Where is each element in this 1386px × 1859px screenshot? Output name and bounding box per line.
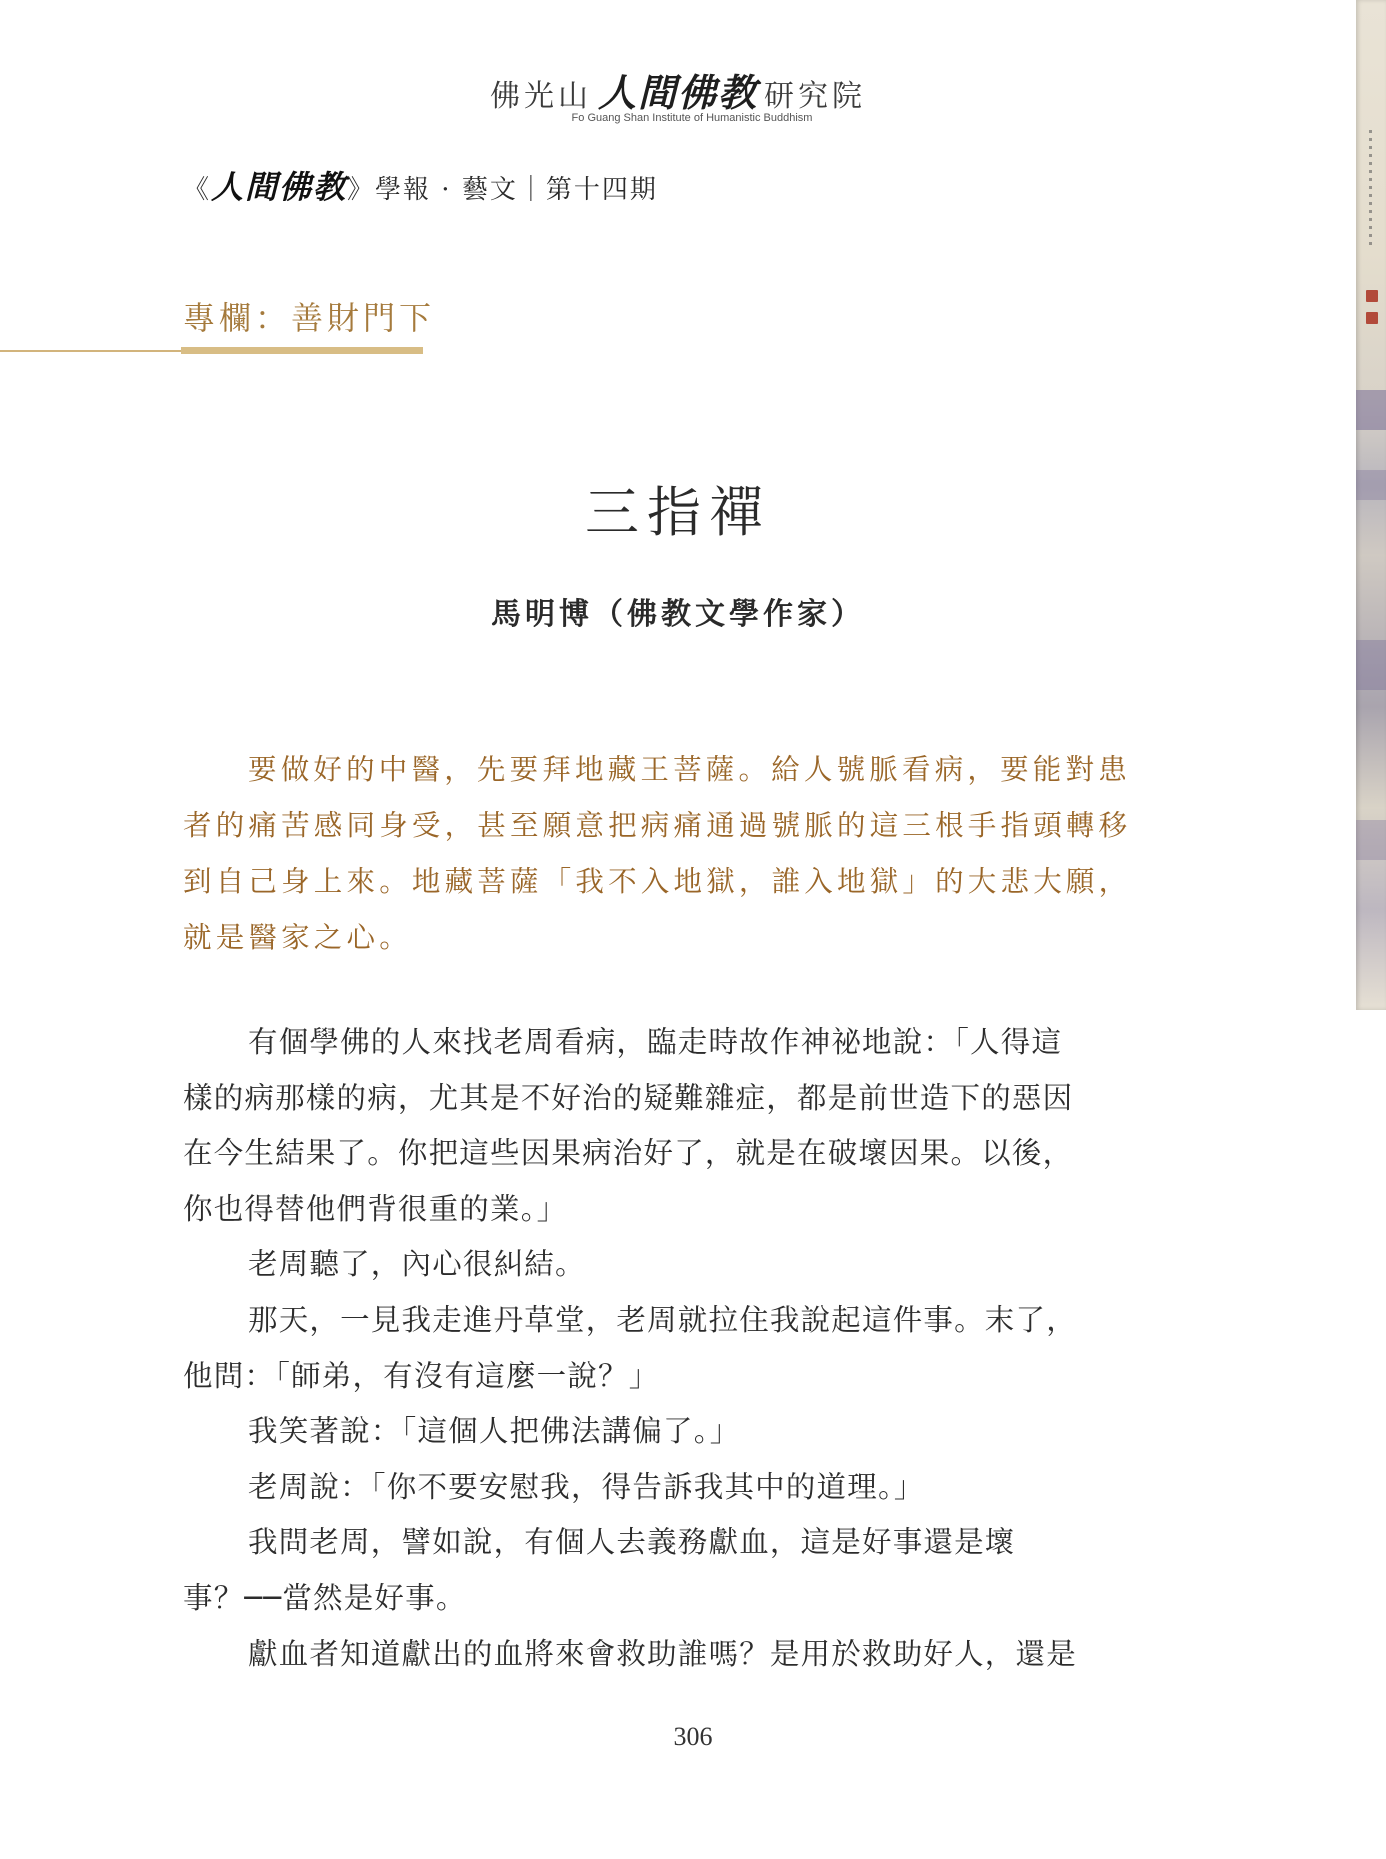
body-line: 老周說：「你不要安慰我，得告訴我其中的道理。」	[248, 1469, 925, 1504]
page-number: 306	[673, 1722, 713, 1751]
article-body	[183, 1015, 1163, 1682]
article-title: 三指禪	[585, 481, 771, 544]
column-underline-bar	[181, 347, 423, 354]
journal-calligraphy-logo: 人間佛教	[211, 168, 348, 206]
institute-name	[0, 62, 1356, 117]
painting-mist	[1356, 470, 1386, 500]
painting-mist	[1356, 820, 1386, 860]
body-line: 我笑著說：「這個人把佛法講偏了。」	[248, 1414, 741, 1449]
body-line: 你也得替他們背很重的業。」	[183, 1191, 568, 1226]
journal-header	[183, 162, 658, 208]
institute-prefix: 佛光山	[489, 79, 592, 114]
body-line: 老周聽了，內心很糾結。	[248, 1247, 586, 1282]
body-line: 那天，一見我走進丹草堂，老周就拉住我說起這件事。末了，	[248, 1302, 1077, 1337]
body-line: 在今生結果了。你把這些因果病治好了，就是在破壞因果。以後，	[183, 1136, 1074, 1171]
body-line: 有個學佛的人來找老周看病，臨走時故作神祕地說：「人得這	[248, 1025, 1063, 1059]
body-line: 我問老周，譬如說，有個人去義務獻血，這是好事還是壞	[248, 1525, 1016, 1560]
institute-calligraphy-logo: 人間佛教	[597, 70, 758, 115]
article-author: 馬明博（佛教文學作家）	[491, 597, 865, 632]
article-intro	[183, 742, 1163, 966]
body-line: 樣的病那樣的病，尤其是不好治的疑難雜症，都是前世造下的惡因	[183, 1080, 1074, 1115]
journal-bracket: 《	[183, 175, 212, 205]
body-line: 獻血者知道獻出的血將來會救助誰嗎？是用於救助好人，還是	[248, 1636, 1077, 1671]
painting-mist	[1356, 640, 1386, 690]
side-painting-strip	[1356, 0, 1386, 1010]
institute-suffix: 研究院	[764, 79, 866, 114]
journal-issue: 》學報 · 藝文｜第十四期	[347, 175, 658, 205]
intro-line: 要做好的中醫，先要拜地藏王菩薩。給人號脈看病，要能對患	[248, 753, 1131, 786]
painting-mist	[1356, 390, 1386, 430]
seal-stamp	[1366, 290, 1378, 302]
body-line: 事？──當然是好事。	[183, 1580, 467, 1615]
intro-line: 到自己身上來。地藏菩薩「我不入地獄，誰入地獄」的大悲大願，	[183, 865, 1132, 898]
intro-line: 者的痛苦感同身受，甚至願意把病痛通過號脈的這三根手指頭轉移	[183, 809, 1132, 842]
body-line: 他問：「師弟，有沒有這麼一說？」	[183, 1358, 660, 1393]
column-label: 專欄：善財門下	[183, 299, 436, 337]
intro-line: 就是醫家之心。	[183, 921, 412, 954]
institute-english-name: Fo Guang Shan Institute of Humanistic Buddhism	[571, 112, 813, 124]
seal-stamp	[1366, 312, 1378, 324]
calligraphy-inscription	[1369, 130, 1372, 250]
